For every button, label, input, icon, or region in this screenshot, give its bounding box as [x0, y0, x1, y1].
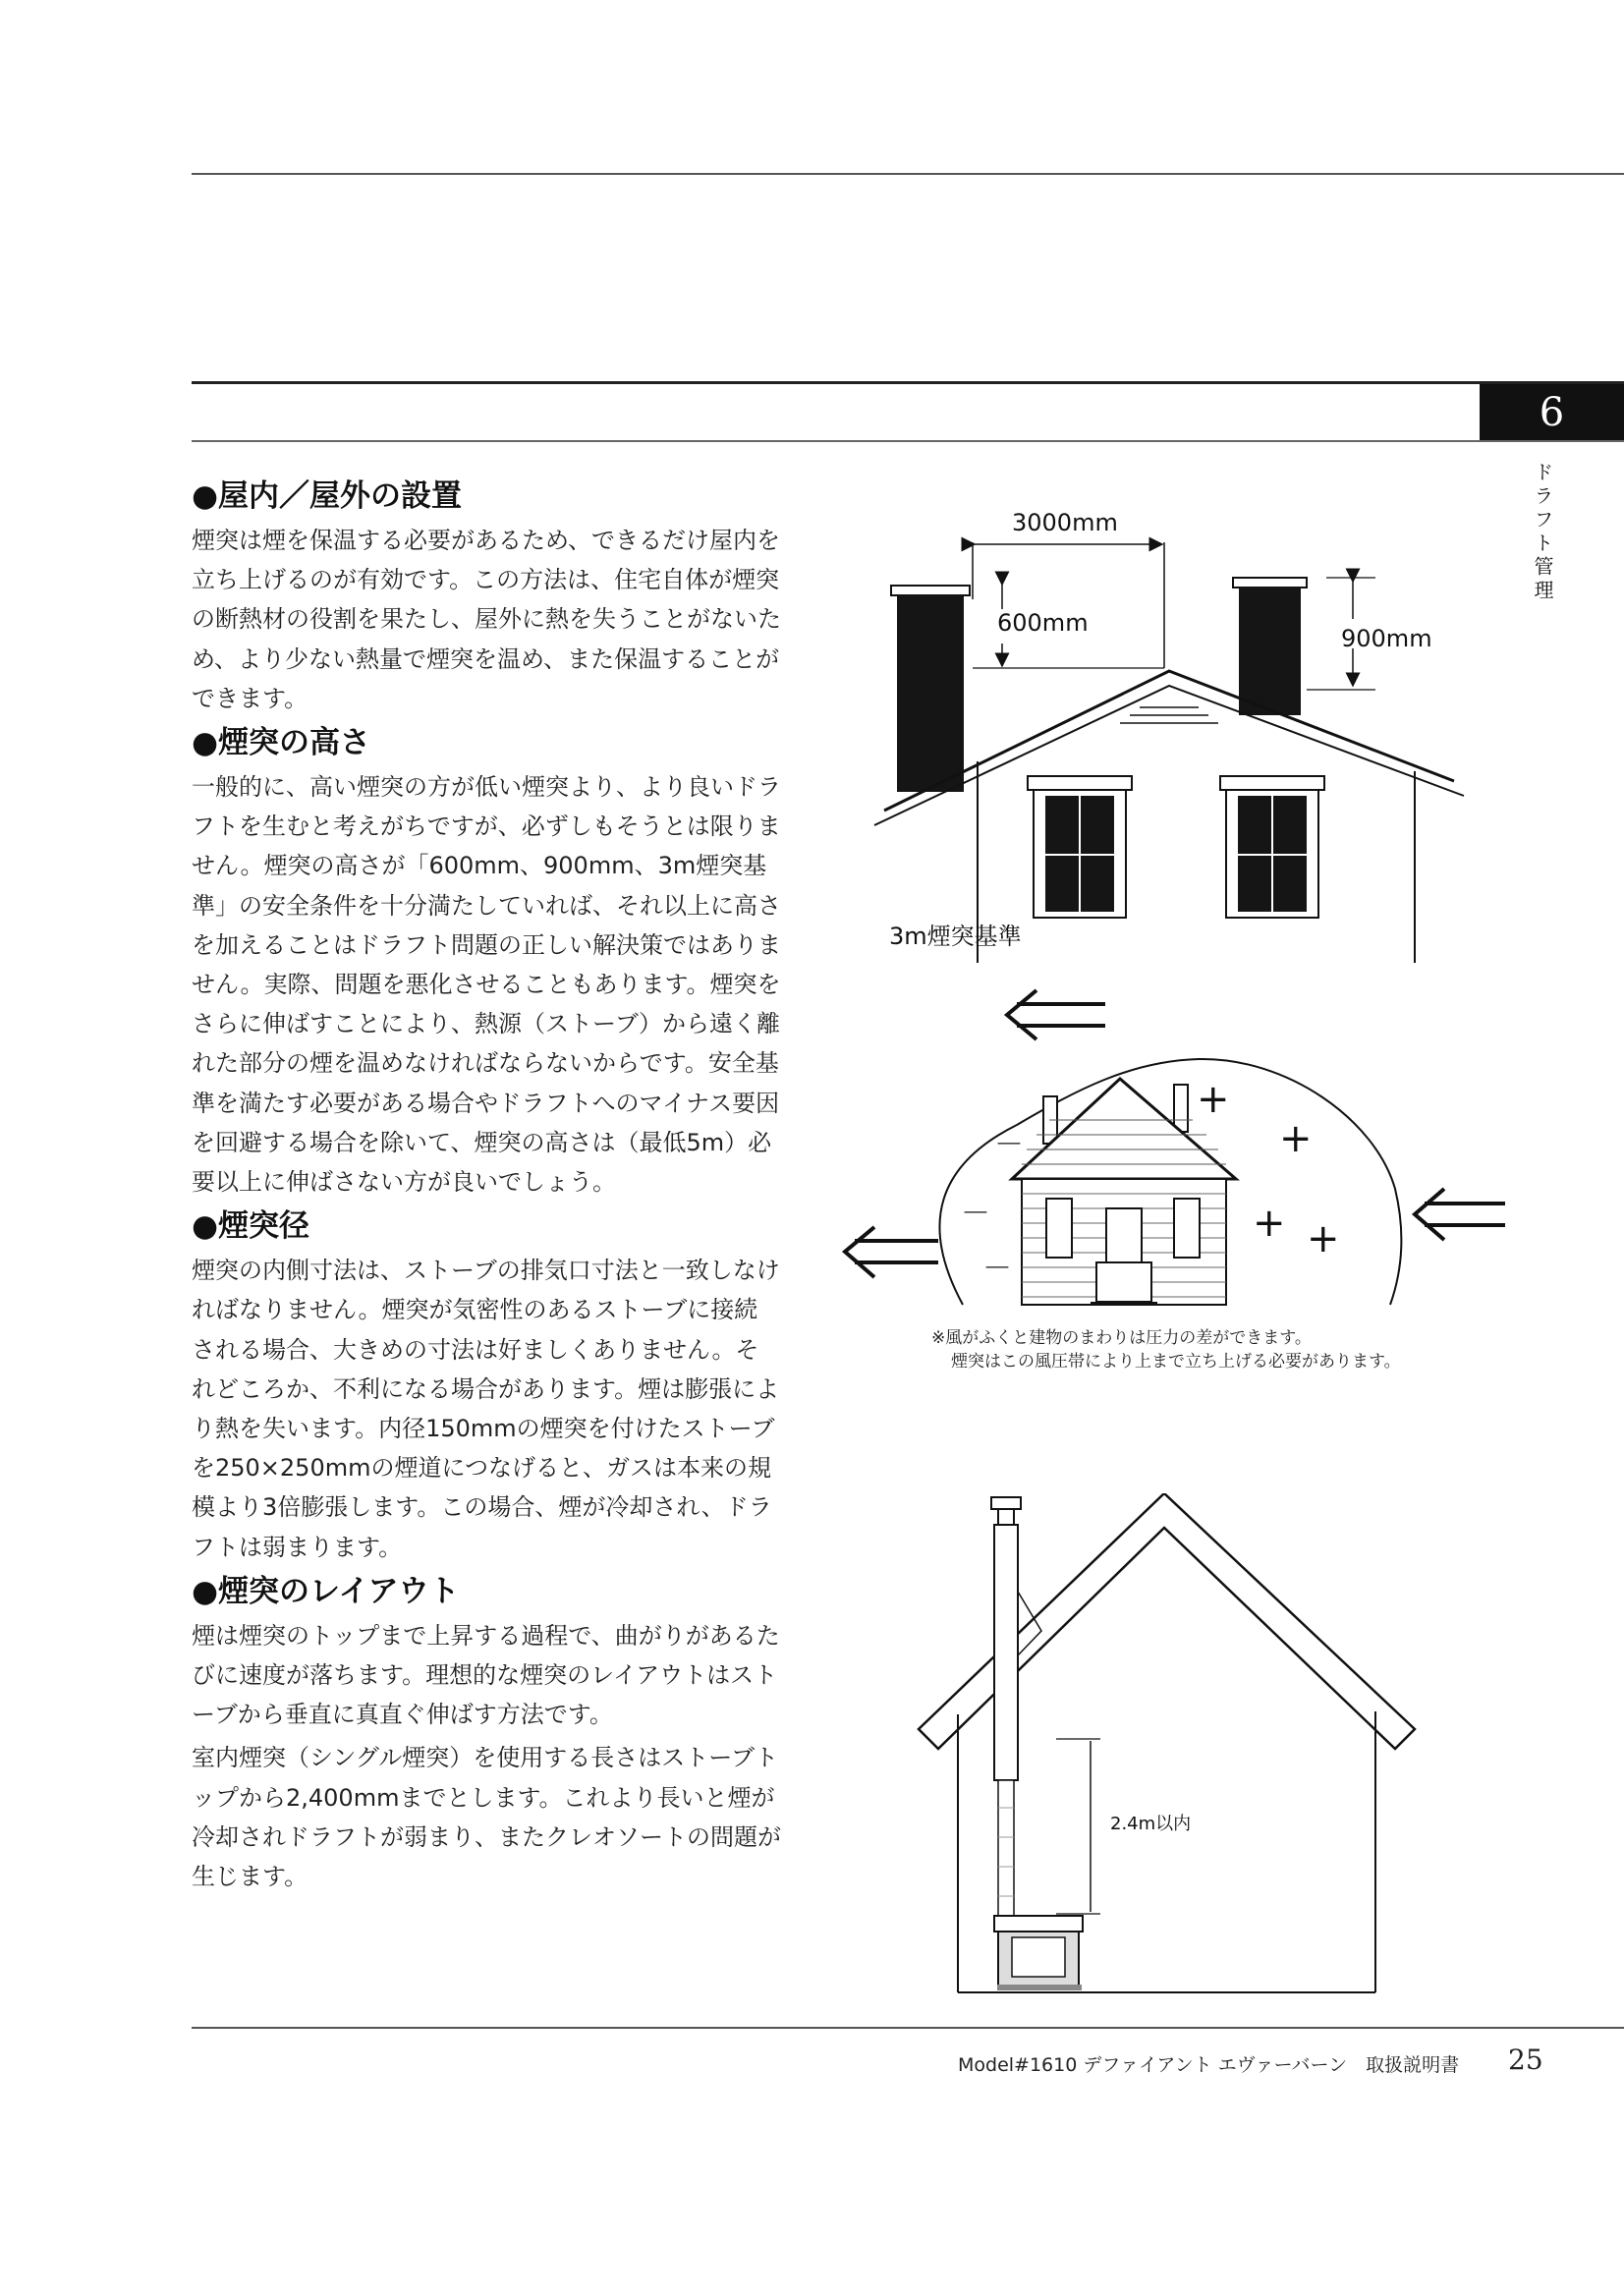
- top-rule: [192, 173, 1624, 175]
- para-chimney-diameter: 煙突の内側寸法は、ストーブの排気口寸法と一致しなければなりません。煙突が気密性のあるストーブに接続される場合、大きめの寸法は好ましくありません。それどころか、不利になる場合があります。煙は膨張により熱を失います。内径150mmの煙突を付けたストーブを250×250mmの煙道につなげると、ガスは本来の規模より3倍膨張します。この場合、煙が冷却され、ドラフトは弱まります。: [192, 1257, 780, 1561]
- figure1-caption: 3m煙突基準: [889, 923, 1022, 950]
- chapter-number: 6: [1539, 389, 1565, 435]
- page-number: 25: [1508, 2044, 1543, 2076]
- para-chimney-layout-2: 室内煙突（シングル煙突）を使用する長さはストーブトップから2,400mmまでとします。これより長いと煙が冷却されドラフトが弱まり、またクレオソートの問題が生じます。: [192, 1744, 781, 1891]
- footer-model-text: Model#1610 デファイアント エヴァーバーン 取扱説明書: [958, 2054, 1460, 2076]
- figure-chimney-rule: [865, 509, 1533, 963]
- text-column: [192, 476, 781, 1900]
- wind-arrow-top-icon: [1007, 990, 1105, 1039]
- plus-sign-2: +: [1279, 1116, 1313, 1161]
- roof-diagram: [865, 531, 1533, 963]
- indoor-chimney-diagram: [904, 1493, 1454, 1994]
- dim-width-label: 3000mm: [1012, 509, 1118, 536]
- note-line-1: ※風がふくと建物のまわりは圧力の差ができます。: [931, 1328, 1312, 1348]
- chapter-number-box: [1480, 384, 1624, 440]
- wind-arrow-right-icon: [1415, 1189, 1505, 1240]
- heading-installation: ●屋内／屋外の設置: [192, 478, 463, 514]
- minus-sign-1: －: [994, 1128, 1024, 1162]
- header-rule-thin: [192, 440, 1624, 442]
- plus-sign-3: +: [1253, 1201, 1286, 1246]
- heading-chimney-layout: ●煙突のレイアウト: [192, 1573, 460, 1609]
- heading-chimney-diameter: ●煙突径: [192, 1208, 310, 1245]
- stove-icon: [994, 1916, 1083, 1990]
- figure2-note: [931, 1326, 1401, 1373]
- heading-chimney-height: ●煙突の高さ: [192, 725, 371, 761]
- window-left: [1028, 776, 1132, 918]
- chapter-side-title: ドラフト管理: [1531, 462, 1554, 603]
- para-installation: 煙突は煙を保温する必要があるため、できるだけ屋内を立ち上げるのが有効です。この方法は、住宅自体が煙突の断熱材の役割を果たし、屋外に熱を失うことがないため、より少ない熱量で煙突を温め、また保温することができます。: [192, 527, 781, 712]
- dim-left-label: 600mm: [997, 609, 1089, 637]
- para-chimney-layout: 煙は煙突のトップまで上昇する過程で、曲がりがあるたびに速度が落ちます。理想的な煙突のレイアウトはストーブから垂直に真直ぐ伸ばす方法です。: [192, 1621, 780, 1729]
- para-chimney-height: 一般的に、高い煙突の方が低い煙突より、より良いドラフトを生むと考えがちですが、必ずしもそうとは限りません。煙突の高さが「600mm、900mm、3m煙突基準」の安全条件を十分満たしていれば、それ以上に高さを加えることはドラフト問題の正しい解決策ではありません。実際、問題を悪化させることもあります。煙突をさらに伸ばすことにより、熱源（ストーブ）から遠く離れた部分の煙を温めなければならないからです。安全基準を満たす必要がある場合やドラフトへのマイナス要因を回避する場合を除いて、煙突の高さは（最低5m）必要以上に伸ばさない方が良いでしょう。: [192, 773, 781, 1197]
- minus-sign-2: －: [961, 1197, 990, 1231]
- figure-wind-pressure: [825, 982, 1533, 1316]
- note-line-2: 煙突はこの風圧帯により上まで立ち上げる必要があります。: [951, 1352, 1401, 1372]
- bottom-rule: [192, 2027, 1624, 2029]
- minus-sign-3: －: [982, 1252, 1012, 1286]
- window-right: [1220, 776, 1324, 918]
- figure-indoor-chimney: [904, 1493, 1454, 1994]
- wind-diagram: [825, 982, 1533, 1316]
- wind-arrow-left-icon: [845, 1227, 938, 1277]
- plus-sign-4: +: [1307, 1216, 1340, 1261]
- dim-label-2-4m: 2.4m以内: [1110, 1814, 1192, 1834]
- plus-sign-1: +: [1197, 1077, 1230, 1122]
- dim-right-label: 900mm: [1341, 625, 1432, 652]
- header-rule-thick: [192, 381, 1624, 384]
